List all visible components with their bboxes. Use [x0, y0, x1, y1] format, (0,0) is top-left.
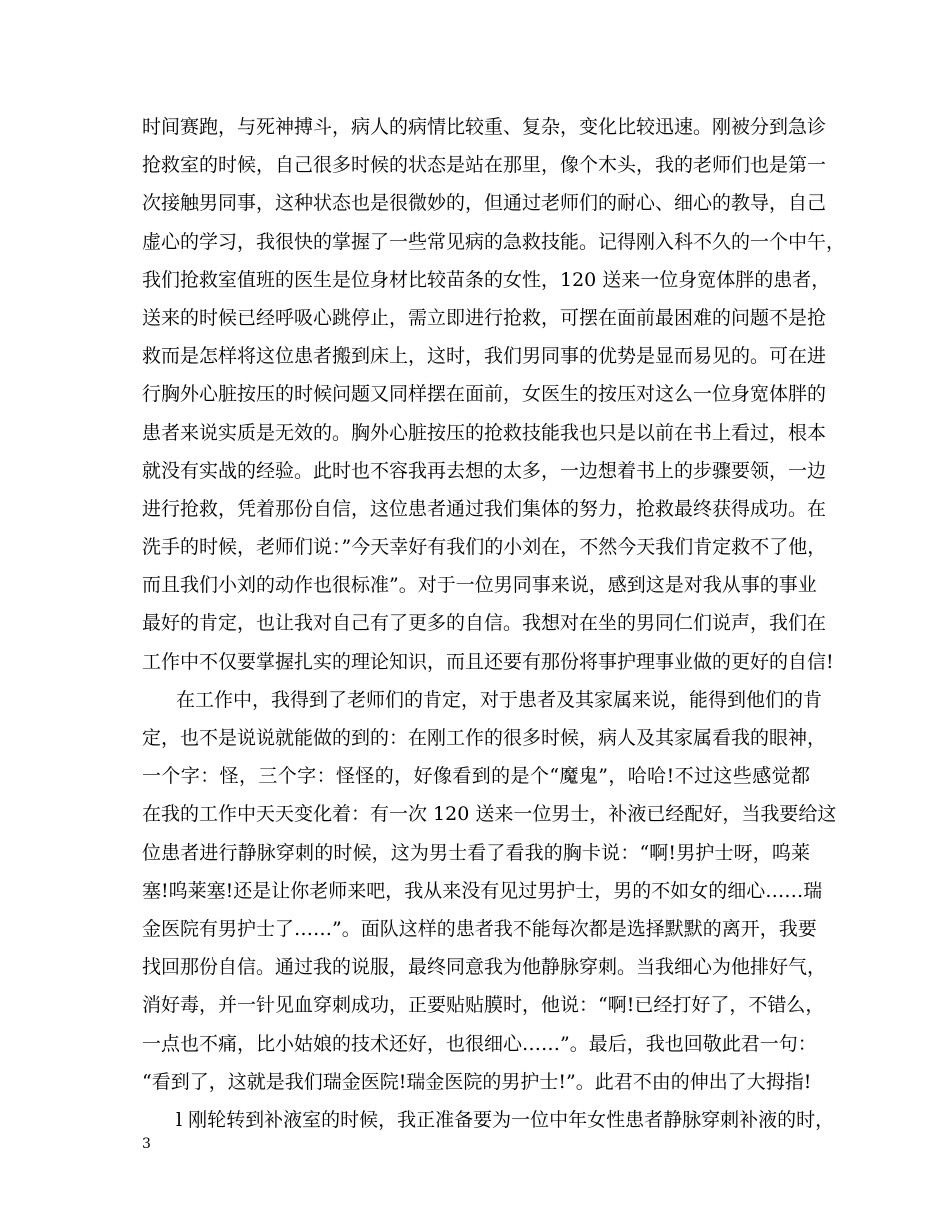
- text-line: 一个字：怪，三个字：怪怪的，好像看到的是个“魔鬼”，哈哈!不过这些感觉都: [142, 765, 810, 788]
- text-line: 行胸外心脏按压的时候问题又同样摆在面前，女医生的按压对这么一位身宽体胖的: [142, 383, 827, 406]
- text-line: 时间赛跑，与死神搏斗，病人的病情比较重、复杂，变化比较迅速。刚被分到急诊: [142, 116, 827, 138]
- text-line: 找回那份自信。通过我的说服，最终同意我为他静脉穿刺。当我细心为他排好气，: [142, 956, 827, 979]
- text-line: 工作中不仅要掌握扎实的理论知识，而且还要有那份将事护理事业做的更好的自信!: [142, 650, 834, 673]
- text-line: 虚心的学习，我很快的掌握了一些常见病的急救技能。记得刚入科不久的一个中午，: [142, 230, 846, 253]
- text-line: “看到了，这就是我们瑞金医院!瑞金医院的男护士!”。此君不由的伸出了大拇指!: [142, 1070, 812, 1093]
- text-line: 次接触男同事，这种状态也是很微妙的，但通过老师们的耐心、细心的教导，自己: [142, 192, 827, 215]
- text-line: 金医院有男护士了……”。面队这样的患者我不能每次都是选择默默的离开，我要: [142, 917, 817, 940]
- text-line: 进行抢救，凭着那份自信，这位患者通过我们集体的努力，抢救最终获得成功。在: [142, 497, 827, 520]
- text-line: 洗手的时候，老师们说：”今天幸好有我们的小刘在，不然今天我们肯定救不了他，: [142, 536, 827, 559]
- text-line: 一点也不痛，比小姑娘的技术还好，也很细心……”。最后，我也回敬此君一句：: [142, 1032, 817, 1055]
- text-line: l 刚轮转到补液室的时候，我正准备要为一位中年女性患者静脉穿刺补液的时，: [176, 1108, 835, 1131]
- text-line: 定，也不是说说就能做的到的：在刚工作的很多时候，病人及其家属看我的眼神，: [142, 727, 827, 749]
- text-line: 位患者进行静脉穿刺的时候，这为男士看了看我的胸卡说：“啊!男护士呀，呜莱: [142, 841, 810, 864]
- text-line: 消好毒，并一针见血穿刺成功，正要贴贴膜时，他说：“啊!已经打好了，不错么，: [142, 994, 825, 1017]
- text-line: 在工作中，我得到了老师们的肯定，对于患者及其家属来说，能得到他们的肯: [176, 688, 823, 711]
- text-line: 最好的肯定，也让我对自己有了更多的自信。我想对在坐的男同仁们说声，我们在: [142, 612, 827, 635]
- text-line: 在我的工作中天天变化着：有一次 120 送来一位男士，补液已经配好，当我要给这: [142, 803, 837, 826]
- text-line: 我们抢救室值班的医生是位身材比较苗条的女性，120 送来一位身宽体胖的患者，: [142, 268, 831, 291]
- text-line: 而且我们小刘的动作也很标准”。对于一位男同事来说，感到这是对我从事的事业: [142, 574, 817, 597]
- text-line: 送来的时候已经呼吸心跳停止，需立即进行抢救，可摆在面前最困难的问题不是抢: [142, 306, 827, 329]
- body-text: [142, 108, 846, 1139]
- page-number: 3: [142, 1136, 151, 1152]
- text-line: 患者来说实质是无效的。胸外心脏按压的抢救技能我也只是以前在书上看过，根本: [142, 421, 827, 444]
- text-line: 塞!呜莱塞!还是让你老师来吧，我从来没有见过男护士，男的不如女的细心……瑞: [142, 879, 823, 902]
- text-line: 抢救室的时候，自己很多时候的状态是站在那里，像个木头，我的老师们也是第一: [142, 154, 827, 177]
- text-line: 救而是怎样将这位患者搬到床上，这时，我们男同事的优势是显而易见的。可在进: [142, 345, 827, 368]
- text-line: 就没有实战的经验。此时也不容我再去想的太多，一边想着书上的步骤要领，一边: [142, 459, 827, 482]
